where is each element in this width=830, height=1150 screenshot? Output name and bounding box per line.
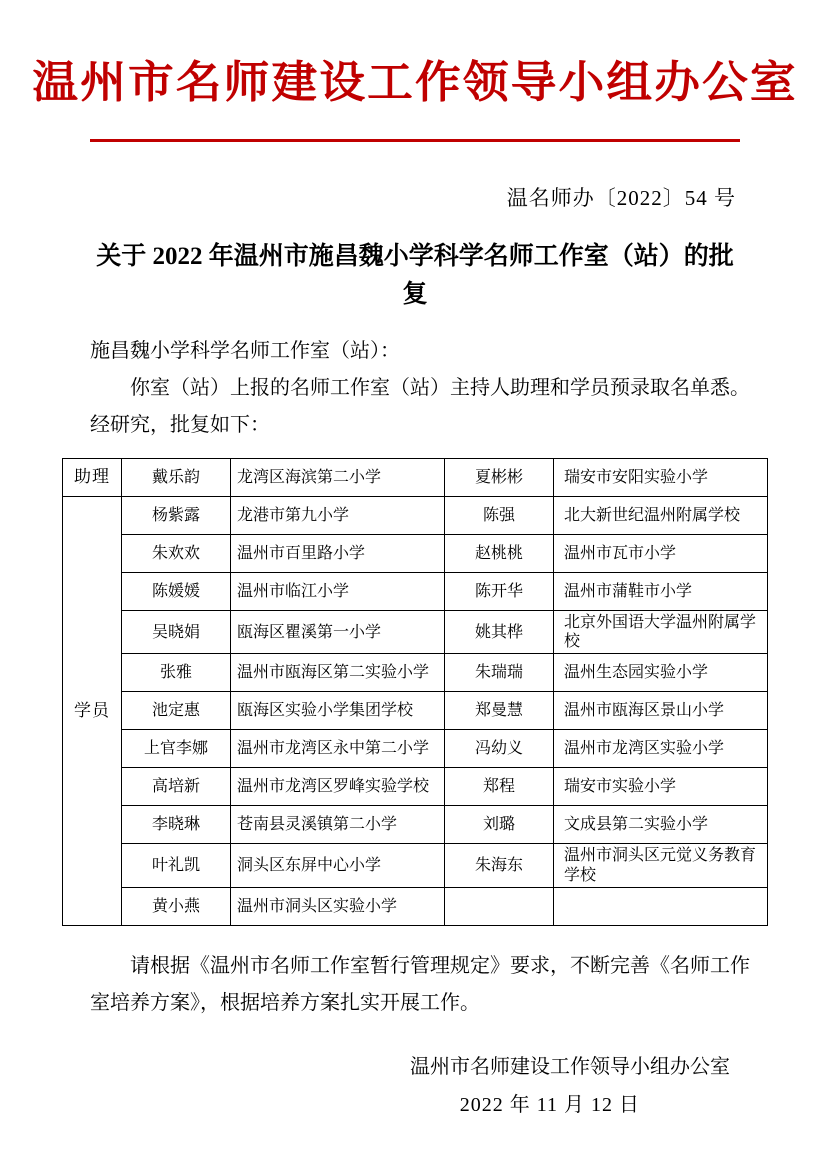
member-school: 龙湾区海滨第二小学 [231, 459, 445, 497]
member-school: 温州市瓯海区第二实验小学 [231, 654, 445, 692]
member-school: 温州市洞头区实验小学 [231, 887, 445, 925]
signature-org: 温州市名师建设工作领导小组办公室 [410, 1055, 730, 1078]
role-label-member: 学员 [63, 497, 122, 926]
table-row [63, 806, 768, 844]
member-name: 高培新 [122, 768, 231, 806]
letterhead-title: 温州市名师建设工作领导小组办公室 [32, 58, 798, 107]
empty-cell [554, 887, 768, 925]
member-name: 朱海东 [445, 844, 554, 887]
bottom-spacer [28, 1124, 802, 1150]
member-name: 上官李娜 [122, 730, 231, 768]
member-school: 温州市百里路小学 [231, 535, 445, 573]
member-school: 龙港市第九小学 [231, 497, 445, 535]
table-row [63, 768, 768, 806]
member-name: 姚其桦 [445, 611, 554, 654]
member-school: 瑞安市安阳实验小学 [554, 459, 768, 497]
roster-table-wrapper [62, 458, 768, 926]
member-school: 北大新世纪温州附属学校 [554, 497, 768, 535]
member-name: 郑程 [445, 768, 554, 806]
signature-block [28, 1048, 802, 1124]
member-name: 朱瑞瑞 [445, 654, 554, 692]
closing-text [28, 948, 802, 1022]
table-row [63, 887, 768, 925]
member-name: 刘璐 [445, 806, 554, 844]
member-school: 文成县第二实验小学 [554, 806, 768, 844]
member-name: 朱欢欢 [122, 535, 231, 573]
member-school: 温州市龙湾区罗峰实验学校 [231, 768, 445, 806]
member-name: 池定惠 [122, 692, 231, 730]
table-row [63, 730, 768, 768]
page-title: 关于 2022 年温州市施昌魏小学科学名师工作室（站）的批复 [96, 242, 734, 309]
member-school: 温州市龙湾区永中第二小学 [231, 730, 445, 768]
member-name: 吴晓娟 [122, 611, 231, 654]
signature-date: 2022 年 11 月 12 日 [459, 1093, 640, 1116]
role-label-assistant: 助理 [63, 459, 122, 497]
member-school: 温州市龙湾区实验小学 [554, 730, 768, 768]
member-name: 冯幼义 [445, 730, 554, 768]
body-paragraph-1: 你室（站）上报的名师工作室（站）主持人助理和学员预录取名单悉。 [130, 377, 750, 400]
table-row [63, 573, 768, 611]
member-name: 张雅 [122, 654, 231, 692]
member-school: 瓯海区瞿溪第一小学 [231, 611, 445, 654]
member-name: 陈媛媛 [122, 573, 231, 611]
member-name: 杨紫露 [122, 497, 231, 535]
document-number: 温名师办〔2022〕54 号 [506, 185, 736, 210]
member-name: 夏彬彬 [445, 459, 554, 497]
member-school: 温州市瓯海区景山小学 [554, 692, 768, 730]
member-school: 瑞安市实验小学 [554, 768, 768, 806]
empty-cell [445, 887, 554, 925]
member-school: 北京外国语大学温州附属学校 [554, 611, 768, 654]
table-row [63, 497, 768, 535]
member-school: 温州市瓦市小学 [554, 535, 768, 573]
member-name: 陈开华 [445, 573, 554, 611]
body-text [28, 333, 802, 444]
roster-table-body [63, 459, 768, 926]
table-row [63, 844, 768, 887]
member-name: 李晓琳 [122, 806, 231, 844]
member-name: 赵桃桃 [445, 535, 554, 573]
member-name: 戴乐韵 [122, 459, 231, 497]
roster-table [62, 458, 768, 926]
member-name: 黄小燕 [122, 887, 231, 925]
table-row [63, 459, 768, 497]
closing-paragraph: 请根据《温州市名师工作室暂行管理规定》要求，不断完善《名师工作室培养方案》，根据培养方案扎实开展工作。 [90, 954, 750, 1014]
table-row [63, 535, 768, 573]
member-school: 温州生态园实验小学 [554, 654, 768, 692]
member-school: 温州市蒲鞋市小学 [554, 573, 768, 611]
letterhead-divider [90, 139, 740, 142]
salutation: 施昌魏小学科学名师工作室（站）： [90, 340, 400, 363]
member-school: 苍南县灵溪镇第二小学 [231, 806, 445, 844]
body-paragraph-2: 经研究，批复如下： [90, 414, 270, 437]
member-school: 温州市临江小学 [231, 573, 445, 611]
letterhead [28, 0, 802, 142]
table-row [63, 611, 768, 654]
table-row [63, 654, 768, 692]
member-school: 温州市洞头区元觉义务教育学校 [554, 844, 768, 887]
member-school: 洞头区东屏中心小学 [231, 844, 445, 887]
member-name: 陈强 [445, 497, 554, 535]
member-school: 瓯海区实验小学集团学校 [231, 692, 445, 730]
member-name: 郑曼慧 [445, 692, 554, 730]
member-name: 叶礼凯 [122, 844, 231, 887]
table-row [63, 692, 768, 730]
